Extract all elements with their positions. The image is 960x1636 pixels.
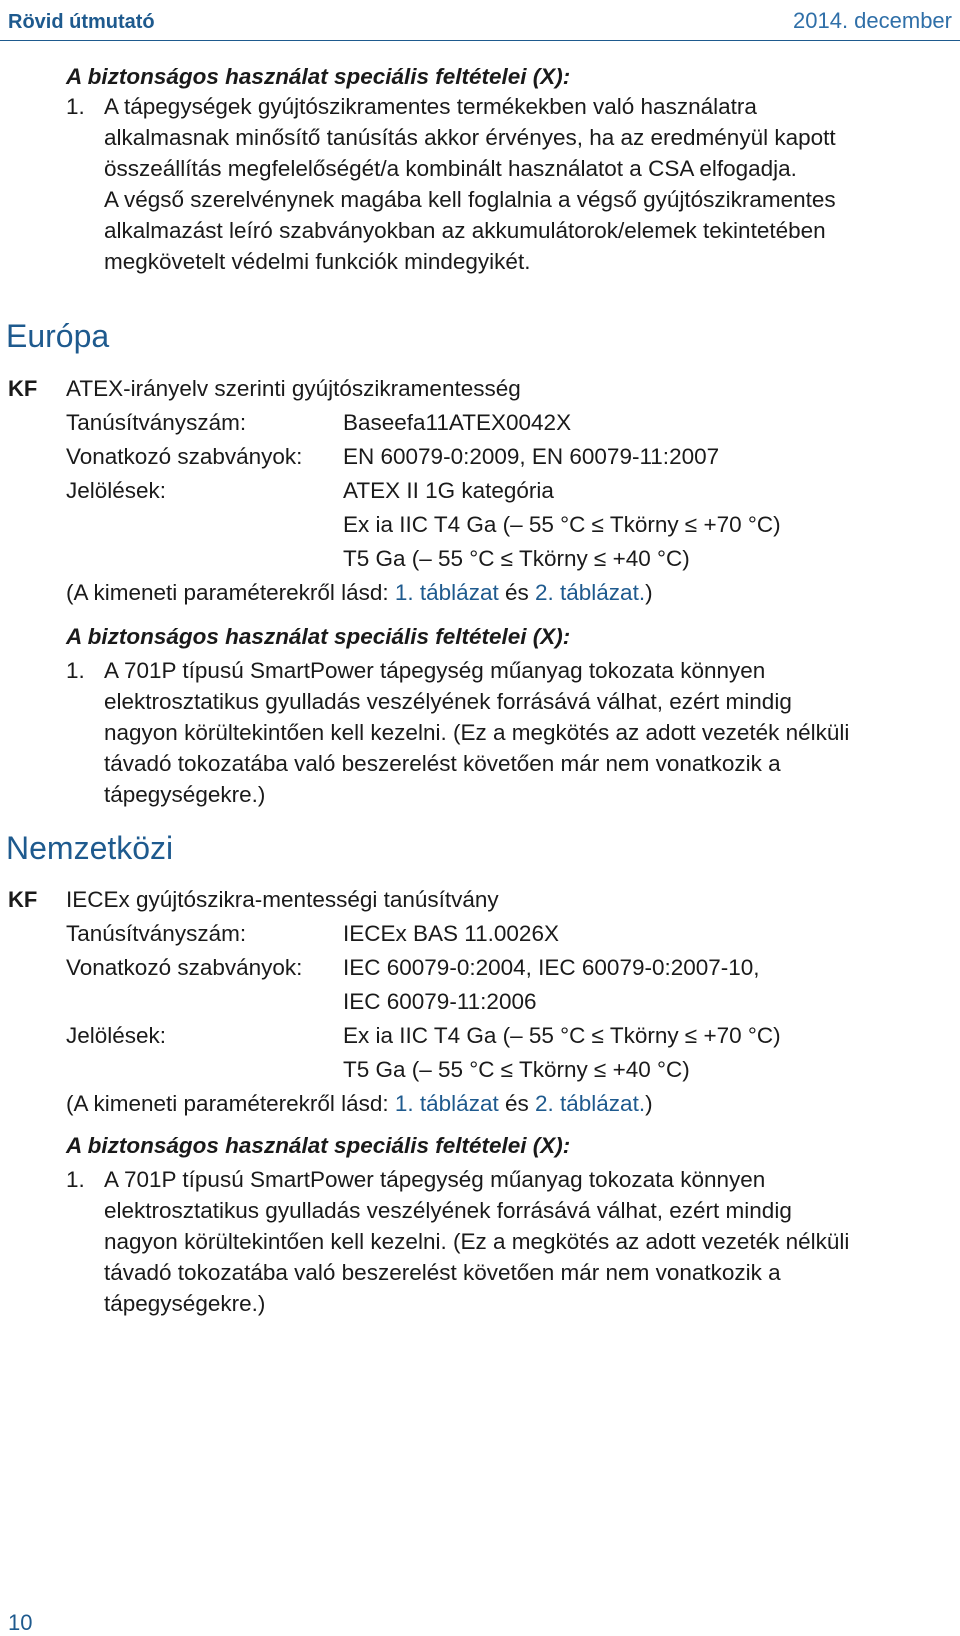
page-header bbox=[0, 0, 960, 41]
section-title-international: Nemzetközi bbox=[6, 830, 174, 866]
paragraph-line: nagyon körültekintően kell kezelni. (Ez a megkötés az adott vezeték nélküli bbox=[104, 720, 850, 745]
paragraph-line: tápegységekre.) bbox=[104, 1291, 266, 1316]
list-number: 1. bbox=[66, 1167, 85, 1192]
table-2-link[interactable]: 2. táblázat. bbox=[535, 1091, 646, 1116]
table-2-link[interactable]: 2. táblázat. bbox=[535, 580, 646, 605]
cert-value: IECEx BAS 11.0026X bbox=[343, 921, 559, 946]
paragraph-line: összeállítás megfelelőségét/a kombinált használatot a CSA elfogadja. bbox=[104, 156, 797, 181]
paragraph-line: A 701P típusú SmartPower tápegység műanyag tokozata könnyen bbox=[104, 1167, 766, 1192]
conditions-heading: A biztonságos használat speciális feltételei (X): bbox=[66, 64, 571, 89]
table-reference: (A kimeneti paraméterekről lásd: 1. táblázat és 2. táblázat.) bbox=[66, 580, 653, 605]
paragraph-line: alkalmazást leíró szabványokban az akkumulátorok/elemek tekintetében bbox=[104, 218, 826, 243]
paragraph-line: alkalmasnak minősítő tanúsítás akkor érvényes, ha az eredményül kapott bbox=[104, 125, 836, 150]
cert-label: Tanúsítványszám: bbox=[66, 410, 247, 435]
paragraph-line: A 701P típusú SmartPower tápegység műanyag tokozata könnyen bbox=[104, 658, 766, 683]
paragraph-line: távadó tokozatába való beszerelést követően már nem vonatkozik a bbox=[104, 1260, 781, 1285]
approval-code: KF bbox=[8, 887, 38, 912]
table-1-link[interactable]: 1. táblázat bbox=[394, 580, 499, 605]
cert-label: Tanúsítványszám: bbox=[66, 921, 247, 946]
paragraph-line: elektrosztatikus gyulladás veszélyének forrásává válhat, ezért mindig bbox=[104, 689, 792, 714]
table-reference: (A kimeneti paraméterekről lásd: 1. táblázat és 2. táblázat.) bbox=[66, 1091, 653, 1116]
list-number: 1. bbox=[66, 94, 85, 119]
marking-value: T5 Ga (– 55 °C ≤ Tkörny ≤ +40 °C) bbox=[343, 546, 690, 571]
paragraph-line: nagyon körültekintően kell kezelni. (Ez a megkötés az adott vezeték nélküli bbox=[104, 1229, 850, 1254]
paragraph-line: A végső szerelvénynek magába kell foglalnia a végső gyújtószikramentes bbox=[104, 187, 836, 212]
standards-value: IEC 60079-0:2004, IEC 60079-0:2007-10, bbox=[343, 955, 760, 980]
paragraph-line: A tápegységek gyújtószikramentes termékekben való használatra bbox=[104, 94, 757, 119]
marking-value: Ex ia IIC T4 Ga (– 55 °C ≤ Tkörny ≤ +70 °C) bbox=[343, 512, 781, 537]
standards-label: Vonatkozó szabványok: bbox=[66, 444, 303, 469]
list-number: 1. bbox=[66, 658, 85, 683]
paragraph-line: elektrosztatikus gyulladás veszélyének forrásává válhat, ezért mindig bbox=[104, 1198, 792, 1223]
cert-value: Baseefa11ATEX0042X bbox=[343, 410, 572, 435]
approval-code: KF bbox=[8, 376, 38, 401]
standards-value: EN 60079-0:2009, EN 60079-11:2007 bbox=[343, 444, 720, 469]
marking-value: ATEX II 1G kategória bbox=[343, 478, 554, 503]
paragraph-line: tápegységekre.) bbox=[104, 782, 266, 807]
standards-value: IEC 60079-11:2006 bbox=[343, 989, 537, 1014]
doc-title: Rövid útmutató bbox=[8, 11, 155, 33]
table-1-link[interactable]: 1. táblázat bbox=[394, 1091, 499, 1116]
paragraph-line: távadó tokozatába való beszerelést követően már nem vonatkozik a bbox=[104, 751, 781, 776]
doc-date: 2014. december bbox=[793, 8, 952, 33]
conditions-heading: A biztonságos használat speciális feltételei (X): bbox=[66, 1133, 571, 1158]
standards-label: Vonatkozó szabványok: bbox=[66, 955, 303, 980]
markings-label: Jelölések: bbox=[66, 1023, 167, 1048]
marking-value: T5 Ga (– 55 °C ≤ Tkörny ≤ +40 °C) bbox=[343, 1057, 690, 1082]
cert-title: IECEx gyújtószikra-mentességi tanúsítvány bbox=[66, 887, 499, 912]
section-title-europe: Európa bbox=[6, 318, 110, 354]
marking-value: Ex ia IIC T4 Ga (– 55 °C ≤ Tkörny ≤ +70 °C) bbox=[343, 1023, 781, 1048]
paragraph-line: megkövetelt védelmi funkciók mindegyikét. bbox=[104, 249, 531, 274]
cert-title: ATEX-irányelv szerinti gyújtószikramentesség bbox=[66, 376, 521, 401]
markings-label: Jelölések: bbox=[66, 478, 167, 503]
conditions-heading: A biztonságos használat speciális feltételei (X): bbox=[66, 624, 571, 649]
page-number: 10 bbox=[8, 1610, 33, 1635]
